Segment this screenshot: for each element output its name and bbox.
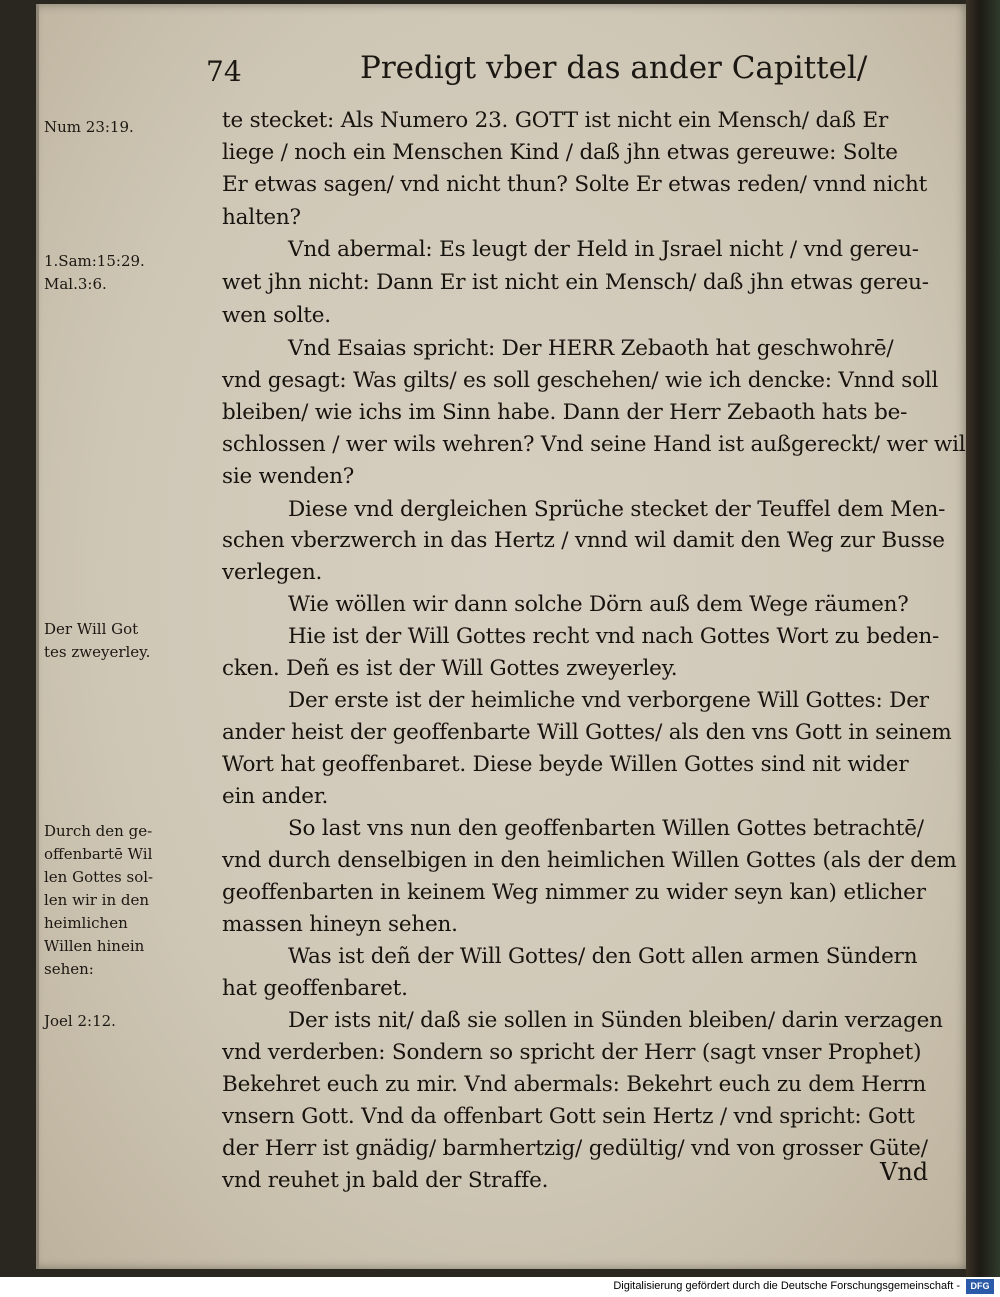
body-line: schen vberzwerch in das Hertz / vnnd wil damit den Weg zur Busse — [222, 528, 945, 553]
footer-bar — [0, 1277, 1000, 1297]
body-line: Hie ist der Will Gottes recht vnd nach Gottes Wort zu beden- — [288, 624, 940, 649]
body-line: wen solte. — [222, 303, 331, 328]
body-line: Bekehret euch zu mir. Vnd abermals: Bekehrt euch zu dem Herrn — [222, 1072, 927, 1097]
margin-note: Durch den ge- offenbartē Wil len Gottes sol- len wir in den heimlichen Willen hinein sehen: — [44, 822, 154, 978]
body-line: vnsern Gott. Vnd da offenbart Gott sein Hertz / vnd spricht: Gott — [222, 1104, 915, 1129]
body-line: Der ists nit/ daß sie sollen in Sünden bleiben/ darin verzagen — [288, 1008, 943, 1033]
body-line: te stecket: Als Numero 23. GOTT ist nicht ein Mensch/ daß Er — [222, 108, 889, 133]
margin-note: 1.Sam:15:29. Mal.3:6. — [44, 252, 145, 293]
body-line: geoffenbarten in keinem Weg nimmer zu wider seyn kan) etlicher — [222, 880, 926, 905]
body-line: So last vns nun den geoffenbarten Willen Gottes betrachtē/ — [288, 816, 924, 841]
body-line: vnd reuhet jn bald der Straffe. — [222, 1168, 549, 1193]
body-line: Vnd Esaias spricht: Der HERR Zebaoth hat geschwohrē/ — [288, 336, 894, 361]
dfg-logo: DFG — [966, 1279, 994, 1294]
body-line: Diese vnd dergleichen Sprüche stecket der Teuffel dem Men- — [288, 497, 946, 522]
body-line: Was ist deñ der Will Gottes/ den Gott allen armen Sündern — [288, 944, 918, 969]
body-line: vnd gesagt: Was gilts/ es soll geschehen/ wie ich dencke: Vnnd soll — [222, 368, 939, 393]
body-line: Wie wöllen wir dann solche Dörn auß dem Wege räumen? — [288, 592, 909, 617]
body-line: ander heist der geoffenbarte Will Gottes/ als den vns Gott in seinem — [222, 720, 952, 745]
body-line: Wort hat geoffenbaret. Diese beyde Willen Gottes sind nit wider — [222, 752, 909, 777]
page-number: 74 — [206, 55, 242, 88]
body-line: liege / noch ein Menschen Kind / daß jhn etwas gereuwe: Solte — [222, 140, 898, 165]
body-line: sie wenden? — [222, 464, 355, 489]
margin-note: Joel 2:12. — [44, 1012, 116, 1030]
body-line: halten? — [222, 205, 301, 230]
catchword: Vnd — [880, 1158, 929, 1186]
body-line: cken. Deñ es ist der Will Gottes zweyerley. — [222, 656, 678, 681]
body-line: wet jhn nicht: Dann Er ist nicht ein Mensch/ daß jhn etwas gereu- — [222, 270, 929, 295]
running-title: Predigt vber das ander Capittel/ — [360, 50, 868, 86]
margin-note: Der Will Got tes zweyerley. — [44, 620, 151, 661]
body-line: Vnd abermal: Es leugt der Held in Jsrael nicht / vnd gereu- — [288, 237, 919, 262]
body-line: verlegen. — [222, 560, 323, 585]
body-line: der Herr ist gnädig/ barmhertzig/ gedültig/ vnd von grosser Güte/ — [222, 1136, 928, 1161]
body-line: vnd verderben: Sondern so spricht der Herr (sagt vnser Prophet) — [222, 1040, 922, 1065]
margin-note: Num 23:19. — [44, 118, 134, 136]
footer-credit: Digitalisierung gefördert durch die Deutsche Forschungsgemeinschaft - — [613, 1280, 960, 1292]
body-line: hat geoffenbaret. — [222, 976, 408, 1001]
body-line: massen hineyn sehen. — [222, 912, 458, 937]
body-line: Der erste ist der heimliche vnd verborgene Will Gottes: Der — [288, 688, 929, 713]
body-line: ein ander. — [222, 784, 329, 809]
body-line: vnd durch denselbigen in den heimlichen Willen Gottes (als der dem — [222, 848, 957, 873]
body-line: Er etwas sagen/ vnd nicht thun? Solte Er etwas reden/ vnnd nicht — [222, 172, 928, 197]
body-line: bleiben/ wie ichs im Sinn habe. Dann der Herr Zebaoth hats be- — [222, 400, 908, 425]
book-binding-edge — [966, 0, 1000, 1277]
body-line: schlossen / wer wils wehren? Vnd seine Hand ist außgereckt/ wer wil — [222, 432, 966, 457]
